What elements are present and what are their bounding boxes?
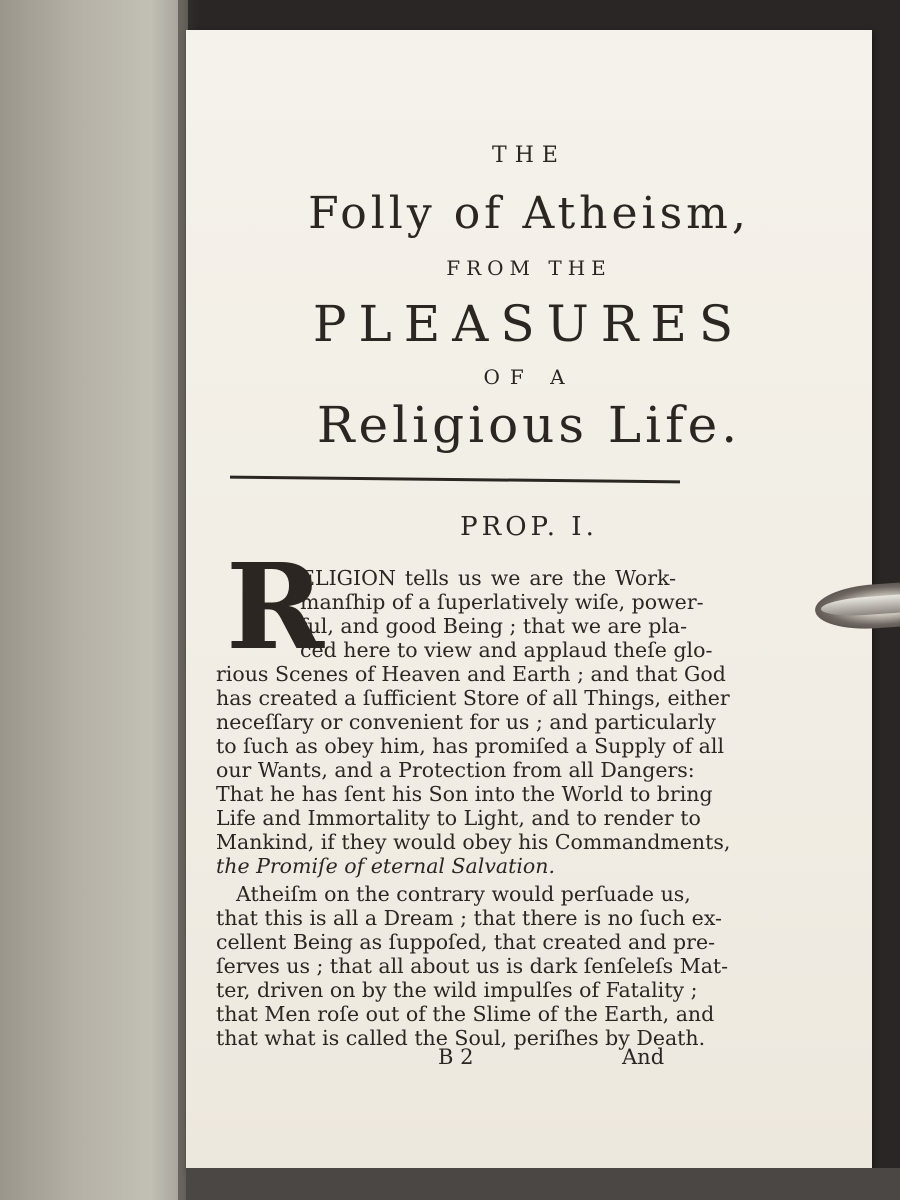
body-line: that Men roſe out of the Slime of the Earth, and <box>216 1002 715 1026</box>
title-folly-of-atheism: Folly of Atheism, <box>308 188 750 239</box>
body-line: rious Scenes of Heaven and Earth ; and that God <box>216 662 726 686</box>
body-line: has created a ſufficient Store of all Things, either <box>216 686 730 710</box>
body-line: cellent Being as ſuppoſed, that created and pre- <box>216 930 716 954</box>
body-line: neceſſary or convenient for us ; and particularly <box>216 710 716 734</box>
table-surface <box>186 1168 900 1200</box>
body-line: ſerves us ; that all about us is dark ſenſeleſs Mat- <box>216 954 729 978</box>
signature-mark: B 2 <box>438 1045 474 1069</box>
body-line: ful, and good Being ; that we are pla- <box>300 614 688 638</box>
title-from-the: FROM THE <box>446 256 612 280</box>
section-heading: PROP. I. <box>460 512 598 542</box>
title-of-a: OF A <box>483 365 575 389</box>
body-line: manſhip of a ſuperlatively wiſe, power- <box>300 590 704 614</box>
title-pleasures: PLEASURES <box>312 295 746 353</box>
body-line: ELIGION tells us we are the Work- <box>300 566 676 590</box>
body-line: ced here to view and applaud theſe glo- <box>300 638 713 662</box>
body-line: to ſuch as obey him, has promiſed a Supply of all <box>216 734 725 758</box>
body-line: Mankind, if they would obey his Commandments, <box>216 830 731 854</box>
facing-page <box>0 0 188 1200</box>
title-the: THE <box>492 143 566 168</box>
body-line: That he has ſent his Son into the World to bring <box>216 782 713 806</box>
catchword: And <box>622 1045 665 1069</box>
title-religious-life: Religious Life. <box>316 396 742 454</box>
body-line: ter, driven on by the wild impulſes of Fatality ; <box>216 978 698 1002</box>
body-line: Atheiſm on the contrary would perſuade us, <box>236 882 691 906</box>
body-line: that this is all a Dream ; that there is no ſuch ex- <box>216 906 722 930</box>
drop-cap: R <box>226 537 325 676</box>
body-line-italic: the Promiſe of eternal Salvation. <box>216 854 555 878</box>
body-line: that what is called the Soul, periſhes by Death. <box>216 1026 706 1050</box>
body-line: our Wants, and a Protection from all Dangers: <box>216 758 695 782</box>
body-line-italic: Life and Immortality to Light, and to render to <box>216 806 701 830</box>
